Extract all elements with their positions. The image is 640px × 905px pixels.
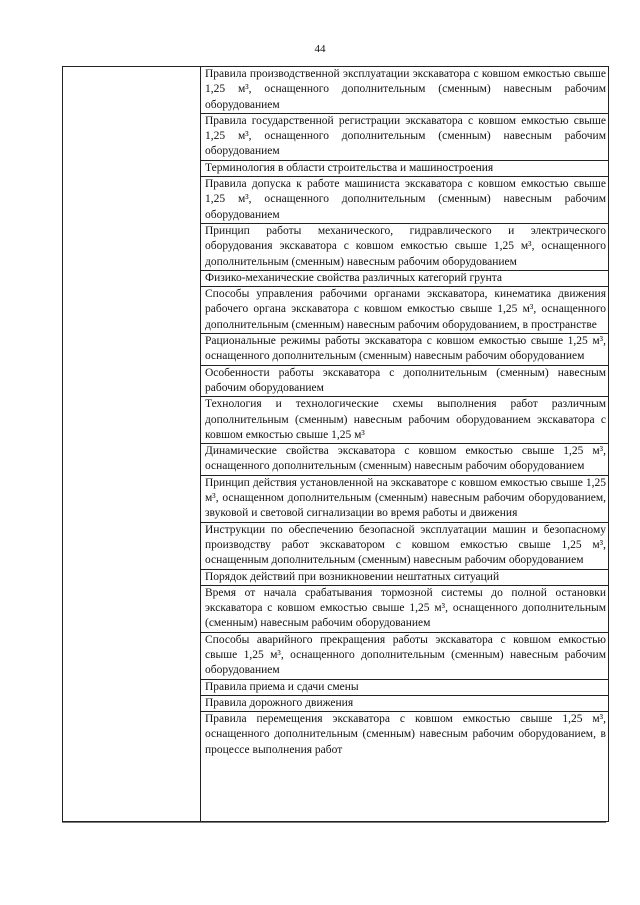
- list-item: Правила производственной эксплуатации экскаватора с ковшом емкостью свыше 1,25 м³, оснащенного дополнительным (сменным) навесным рабочим оборудованием: [201, 67, 608, 114]
- list-item: Физико-механические свойства различных категорий грунта: [201, 271, 608, 287]
- list-item: Правила дорожного движения: [201, 696, 608, 712]
- right-cell: [201, 67, 609, 822]
- list-item: Рациональные режимы работы экскаватора с ковшом емкостью свыше 1,25 м³, оснащенного дополнительным (сменным) навесным рабочим оборудованием: [201, 334, 608, 366]
- list-item: Правила государственной регистрации экскаватора с ковшом емкостью свыше 1,25 м³, оснащенного дополнительным (сменным) навесным рабочим оборудованием: [201, 114, 608, 161]
- list-item: Динамические свойства экскаватора с ковшом емкостью свыше 1,25 м³, оснащенного дополнительным (сменным) навесным рабочим оборудованием: [201, 444, 608, 476]
- list-item: Способы управления рабочими органами экскаватора, кинематика движения рабочего органа экскаватора с ковшом емкостью свыше 1,25 м³, оснащенного дополнительным (сменным) навесным рабочим оборудованием, в пространстве: [201, 287, 608, 334]
- list-item: Принцип действия установленной на экскаваторе с ковшом емкостью свыше 1,25 м³, оснащенном дополнительным (сменным) навесным рабочим оборудованием, звуковой и световой сигнализации во время работы и движения: [201, 476, 608, 523]
- list-item: Особенности работы экскаватора с дополнительным (сменным) навесным рабочим оборудованием: [201, 366, 608, 398]
- list-item: Терминология в области строительства и машиностроения: [201, 161, 608, 177]
- table-row: [63, 67, 609, 822]
- list-item: Порядок действий при возникновении нештатных ситуаций: [201, 570, 608, 586]
- list-item: Правила допуска к работе машиниста экскаватора с ковшом емкостью свыше 1,25 м³, оснащенного дополнительным (сменным) навесным рабочим оборудованием: [201, 177, 608, 224]
- list-item: Правила приема и сдачи смены: [201, 680, 608, 696]
- left-cell: [63, 67, 201, 822]
- bottom-rule: [62, 822, 606, 823]
- list-item: Время от начала срабатывания тормозной системы до полной остановки экскаватора с ковшом емкостью свыше 1,25 м³, оснащенного дополнительным (сменным) навесным рабочим оборудованием: [201, 586, 608, 633]
- page-number: 44: [314, 43, 326, 55]
- list-item: Принцип работы механического, гидравлического и электрического оборудования экскаватора с ковшом емкостью свыше 1,25 м³, оснащенного дополнительным (сменным) навесным рабочим оборудованием: [201, 224, 608, 271]
- list-item: Технология и технологические схемы выполнения работ различным дополнительным (сменным) навесным рабочим оборудованием экскаватора с ковшом емкостью свыше 1,25 м³: [201, 397, 608, 444]
- requirements-list: [201, 67, 608, 758]
- list-item: Способы аварийного прекращения работы экскаватора с ковшом емкостью свыше 1,25 м³, оснащенного дополнительным (сменным) навесным рабочим оборудованием: [201, 633, 608, 680]
- list-item: Правила перемещения экскаватора с ковшом емкостью свыше 1,25 м³, оснащенного дополнительным (сменным) навесным рабочим оборудованием, в процессе выполнения работ: [205, 713, 606, 756]
- requirements-table: [62, 66, 609, 822]
- list-item: Инструкции по обеспечению безопасной эксплуатации машин и безопасному производству работ экскаватором с ковшом емкостью свыше 1,25 м³, оснащенным дополнительным (сменным) навесным рабочим оборудованием: [201, 523, 608, 570]
